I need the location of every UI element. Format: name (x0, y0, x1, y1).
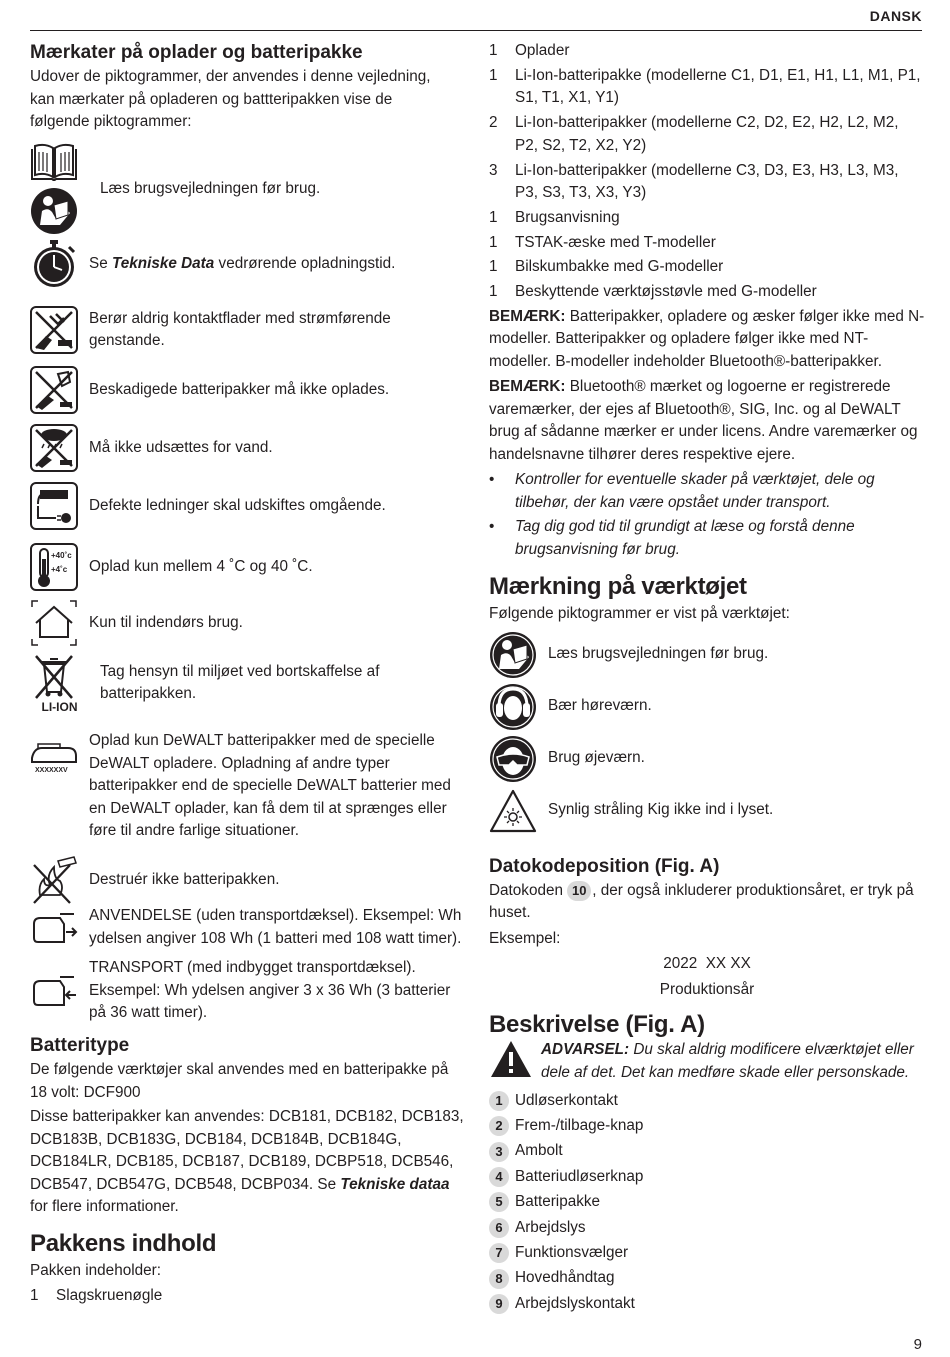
datecode-text (489, 880, 925, 925)
technical-data-ref: Tekniske Data (111, 254, 215, 272)
datecode-heading: Datokodeposition (Fig. A) (489, 855, 720, 877)
item-qty: 1 (489, 258, 498, 276)
part-text: Funktionsvælger (515, 1244, 629, 1262)
label-item-no-touch (30, 306, 466, 354)
read-manual-book-icon (30, 143, 78, 183)
part-item (489, 1114, 925, 1139)
list-item (30, 1285, 466, 1308)
no-touch-contacts-icon (30, 306, 78, 354)
warning-body: Du skal aldrig modificere elværktøjet eller dele af det. Det kan medføre skade eller personskade. (541, 1041, 914, 1081)
item-text: Oplader (515, 42, 570, 59)
tool-mark-text: Synlig stråling Kig ikke ind i lyset. (548, 801, 774, 819)
item-text: Brugsanvisning (515, 208, 620, 226)
label-text: Destruér ikke batteripakken. (89, 870, 280, 888)
part-text: Arbejdslys (515, 1218, 586, 1236)
part-badge: 3 (489, 1142, 509, 1162)
tool-mark-text: Brug øjeværn. (548, 749, 645, 767)
item-qty: 1 (30, 1286, 39, 1304)
tool-marking-heading: Mærkning på værktøjet (489, 573, 747, 601)
part-badge: 5 (489, 1192, 509, 1212)
no-water-icon (30, 424, 78, 472)
warning-block (489, 1039, 925, 1084)
right-column (489, 40, 925, 1317)
list-item (489, 256, 925, 279)
package-list (489, 40, 925, 304)
datecode-text-before: Datokoden (489, 881, 568, 899)
part-text: Batteripakke (515, 1193, 601, 1211)
label-item-indoor (30, 599, 466, 647)
page-number: 9 (913, 1336, 922, 1353)
header-rule (30, 30, 922, 31)
datecode-text-after: , der også inkluderer produktionsåret, er tryk på huset. (489, 881, 914, 922)
tool-mark-text: Bær høreværn. (548, 697, 652, 715)
label-item-transport (30, 957, 466, 1025)
label-text: Kun til indendørs brug. (89, 613, 243, 631)
left-column (30, 40, 466, 1330)
part-text: Hovedhåndtag (515, 1269, 615, 1287)
label-text: Tag hensyn til miljøet ved bortskaffelse af batteripakken. (100, 662, 380, 702)
stopwatch-icon (30, 240, 78, 288)
label-text: Oplad kun DeWALT batteripakker med de specielle DeWALT opladere. Opladning af andre typer batteripakker end de specielle DeWALT batterier med en DeWALT oplader, kan få dem til at sprænges eller føre til andre farlige situationer. (89, 732, 451, 839)
label-text: ANVENDELSE (uden transportdæksel). Eksempel: Wh ydelsen angiver 108 Wh (1 batteri med 108 watt timer). (89, 907, 462, 947)
reader-circle-icon (30, 187, 78, 235)
label-item-cord (30, 482, 466, 530)
list-item (489, 207, 925, 230)
label-text-after: vedrørende opladningstid. (214, 254, 396, 272)
part-badge: 6 (489, 1218, 509, 1238)
note-text: Batteripakker, opladere og æsker følger ikke med N-modeller. Batteripakker og opladere følger ikke med NT-modeller. B-modeller indeholder Bluetooth®-batteripakker. (489, 307, 925, 370)
note-2 (489, 376, 925, 466)
battery-type-p1: De følgende værktøjer skal anvendes med en batteripakke på 18 volt: DCF900 (30, 1061, 449, 1101)
bullet-text: Tag dig god tid til grundigt at læse og forstå denne brugsanvisning før brug. (515, 518, 855, 558)
part-item (489, 1088, 925, 1113)
part-text: Frem-/tilbage-knap (515, 1117, 644, 1135)
thermometer-icon (30, 543, 78, 591)
label-item-water (30, 424, 466, 472)
label-item-dewalt-only (30, 730, 466, 843)
eye-protection-icon (489, 735, 537, 783)
example-label: Eksempel: (489, 929, 561, 947)
battery-list-tail: for flere informationer. (30, 1198, 179, 1215)
note-label: BEMÆRK: (489, 307, 566, 325)
indoor-house-icon (30, 599, 78, 647)
note-label: BEMÆRK: (489, 378, 566, 396)
package-heading: Pakkens indhold (30, 1230, 217, 1257)
item-text: TSTAK-æske med T-modeller (515, 233, 716, 251)
label-item-stopwatch (30, 240, 466, 288)
label-text: Berør aldrig kontaktflader med strømførende genstande. (89, 309, 391, 349)
item-qty: 1 (489, 283, 498, 301)
label-text: Defekte ledninger skal udskiftes omgående. (89, 496, 386, 514)
part-item (489, 1190, 925, 1215)
example-code: 2022 XX XX (663, 955, 751, 973)
part-item (489, 1139, 925, 1164)
item-qty: 2 (489, 114, 498, 132)
bullet-dot: • (489, 518, 495, 536)
no-incinerate-icon (30, 855, 78, 905)
ear-protection-icon (489, 683, 537, 731)
visible-radiation-icon (489, 787, 537, 835)
label-text-before: Se (89, 254, 112, 272)
technical-data-ref: Tekniske dataa (340, 1175, 450, 1193)
item-text: Bilskumbakke med G-modeller (515, 258, 724, 276)
tool-mark-eye (489, 735, 925, 783)
item-text: Li-Ion-batteripakker (modellerne C3, D3, E3, H3, L3, M3, P3, S3, T3, X3, Y3) (515, 161, 899, 202)
tool-mark-ear (489, 683, 925, 731)
package-section (30, 1228, 466, 1307)
part-badge: 9 (489, 1294, 509, 1314)
li-ion-label: LI-ION (41, 700, 78, 714)
part-badge: 1 (489, 1091, 509, 1111)
language-label: DANSK (869, 8, 922, 24)
battery-transport-icon (30, 971, 78, 1011)
bullet-dot: • (489, 471, 495, 489)
label-text: Beskadigede batteripakker må ikke oplades. (89, 380, 390, 398)
label-item-disposal (30, 652, 466, 714)
bullet-item (489, 469, 925, 514)
list-item (489, 281, 925, 304)
part-badge: 8 (489, 1269, 509, 1289)
battery-list: Disse batteripakker kan anvendes: DCB181, DCB182, DCB183, DCB183B, DCB183G, DCB184, DCB184B, DCB184G, DCB184LR, DCB185, DCB187, DCB189, DCBP518, DCB546, DCB547, DCB547G, DCB548, DCBP034. Se (30, 1108, 464, 1193)
callout-badge: 10 (567, 881, 591, 901)
item-text: Li-Ion-batteripakke (modellerne C1, D1, E1, H1, L1, M1, P1, S1, T1, X1, Y1) (515, 66, 921, 107)
example-caption: Produktionsår (659, 980, 755, 998)
label-text: Må ikke udsættes for vand. (89, 438, 273, 456)
part-text: Udløserkontakt (515, 1091, 618, 1109)
bullet-text: Kontroller for eventuelle skader på værktøjet, dele og tilbehør, der kan være opstået under transport. (515, 471, 875, 511)
battery-type-p2 (30, 1106, 466, 1219)
label-text: Læs brugsvejledningen før brug. (100, 179, 321, 197)
no-charge-damaged-icon (30, 366, 78, 414)
labels-heading: Mærkater på oplader og batteripakke (30, 42, 363, 63)
item-qty: 1 (489, 233, 498, 251)
warning-label: ADVARSEL: (541, 1041, 630, 1059)
warning-triangle-icon (489, 1039, 533, 1079)
svg-text:!: ! (36, 508, 40, 519)
warning-text (541, 1039, 925, 1084)
item-qty: 1 (489, 42, 498, 59)
bullet-item (489, 516, 925, 561)
list-item (489, 65, 925, 110)
item-text: Beskyttende værktøjsstøvle med G-modeller (515, 283, 817, 301)
part-badge: 4 (489, 1167, 509, 1187)
list-item (489, 232, 925, 255)
tool-marking-intro: Følgende piktogrammer er vist på værktøjet: (489, 605, 790, 623)
label-text: Oplad kun mellem 4 ˚C og 40 ˚C. (89, 557, 313, 575)
labels-intro: Udover de piktogrammer, der anvendes i denne vejledning, kan mærkater på opladeren og battteripakken vise de følgende piktogrammer: (30, 68, 431, 130)
battery-type-heading: Batteritype (30, 1035, 130, 1056)
battery-use-icon (30, 908, 78, 948)
label-item-damaged (30, 366, 466, 414)
part-text: Arbejdslyskontakt (515, 1294, 635, 1312)
part-item (489, 1164, 925, 1189)
label-item-use (30, 905, 466, 950)
package-intro: Pakken indeholder: (30, 1262, 161, 1279)
note-text: Bluetooth® mærket og logoerne er registrerede varemærker, der ejes af Bluetooth®, SIG, Inc. og al DeWALT brug af sådanne mærker er under licens. Andre varemærker og handelsnavne tilhører deres respektive ejere. (489, 378, 918, 463)
defective-cord-icon (30, 482, 78, 530)
list-item (489, 160, 925, 205)
item-qty: 3 (489, 161, 498, 179)
battery-pack-icon (30, 736, 78, 784)
item-text: Li-Ion-batteripakker (modellerne C2, D2, E2, H2, L2, M2, P2, S2, T2, X2, Y2) (515, 114, 899, 154)
label-item-read-manual (30, 143, 466, 235)
temp-low-label: +4˚c (51, 565, 68, 574)
temp-high-label: +40˚c (51, 551, 72, 560)
tool-mark-text: Læs brugsvejledningen før brug. (548, 645, 769, 663)
part-badge: 2 (489, 1116, 509, 1136)
item-qty: 1 (489, 66, 498, 84)
battery-code-label: XXXXXXV (35, 767, 68, 774)
description-heading: Beskrivelse (Fig. A) (489, 1011, 705, 1039)
part-text: Batteriudløserknap (515, 1167, 644, 1185)
part-badge: 7 (489, 1243, 509, 1263)
part-item (489, 1215, 925, 1240)
item-qty: 1 (489, 208, 498, 226)
read-manual-icon (489, 631, 537, 679)
part-item (489, 1241, 925, 1266)
parts-list (489, 1088, 925, 1317)
list-item (489, 40, 925, 63)
tool-mark-read-manual (489, 631, 925, 679)
item-text: Slagskruenøgle (56, 1286, 163, 1304)
note-1 (489, 306, 925, 374)
tool-marking-list (489, 631, 925, 847)
label-item-temperature (30, 543, 466, 591)
battery-type-section (30, 1033, 466, 1219)
tool-mark-radiation (489, 787, 925, 835)
part-text: Ambolt (515, 1142, 563, 1160)
crossed-bin-icon (30, 652, 78, 700)
part-item (489, 1291, 925, 1316)
label-item-no-incinerate (30, 855, 466, 905)
label-text: TRANSPORT (med indbygget transportdæksel). Eksempel: Wh ydelsen angiver 3 x 36 Wh (3 batterier på 36 watt timer). (89, 959, 451, 1021)
part-item (489, 1266, 925, 1291)
list-item (489, 112, 925, 157)
